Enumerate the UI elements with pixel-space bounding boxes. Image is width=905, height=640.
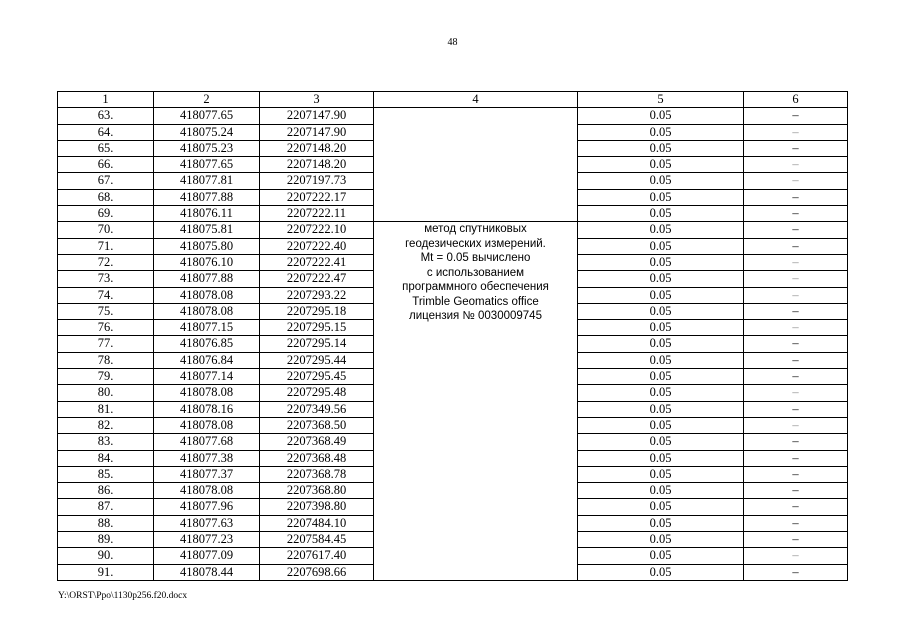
y-coordinate-cell: 2207295.18 xyxy=(260,303,374,319)
mt-cell: 0.05 xyxy=(578,352,744,368)
x-coordinate-cell: 418077.09 xyxy=(154,548,260,564)
mt-cell: 0.05 xyxy=(578,466,744,482)
point-number-cell: 84. xyxy=(58,450,154,466)
col6-dash-cell: – xyxy=(744,303,848,319)
mt-cell: 0.05 xyxy=(578,369,744,385)
x-coordinate-cell: 418078.08 xyxy=(154,303,260,319)
header-col-6: 6 xyxy=(744,92,848,108)
x-coordinate-cell: 418077.23 xyxy=(154,532,260,548)
col6-dash-cell: – xyxy=(744,320,848,336)
point-number-cell: 85. xyxy=(58,466,154,482)
col6-dash-cell: – xyxy=(744,238,848,254)
point-number-cell: 79. xyxy=(58,369,154,385)
y-coordinate-cell: 2207222.17 xyxy=(260,189,374,205)
col6-dash-cell: – xyxy=(744,369,848,385)
header-col-4: 4 xyxy=(374,92,578,108)
mt-cell: 0.05 xyxy=(578,434,744,450)
y-coordinate-cell: 2207295.45 xyxy=(260,369,374,385)
y-coordinate-cell: 2207295.15 xyxy=(260,320,374,336)
x-coordinate-cell: 418077.14 xyxy=(154,369,260,385)
point-number-cell: 86. xyxy=(58,483,154,499)
x-coordinate-cell: 418078.16 xyxy=(154,401,260,417)
mt-cell: 0.05 xyxy=(578,515,744,531)
mt-cell: 0.05 xyxy=(578,385,744,401)
col6-dash-cell: – xyxy=(744,434,848,450)
y-coordinate-cell: 2207148.20 xyxy=(260,157,374,173)
point-number-cell: 81. xyxy=(58,401,154,417)
x-coordinate-cell: 418078.08 xyxy=(154,385,260,401)
mt-cell: 0.05 xyxy=(578,254,744,270)
y-coordinate-cell: 2207368.78 xyxy=(260,466,374,482)
col6-dash-cell: – xyxy=(744,352,848,368)
header-col-3: 3 xyxy=(260,92,374,108)
x-coordinate-cell: 418075.23 xyxy=(154,140,260,156)
y-coordinate-cell: 2207698.66 xyxy=(260,564,374,580)
mt-cell: 0.05 xyxy=(578,124,744,140)
table-row xyxy=(58,222,848,238)
col6-dash-cell: – xyxy=(744,124,848,140)
mt-cell: 0.05 xyxy=(578,271,744,287)
y-coordinate-cell: 2207147.90 xyxy=(260,108,374,124)
x-coordinate-cell: 418077.37 xyxy=(154,466,260,482)
col6-dash-cell: – xyxy=(744,483,848,499)
point-number-cell: 83. xyxy=(58,434,154,450)
x-coordinate-cell: 418078.08 xyxy=(154,417,260,433)
mt-cell: 0.05 xyxy=(578,320,744,336)
mt-cell: 0.05 xyxy=(578,287,744,303)
x-coordinate-cell: 418077.15 xyxy=(154,320,260,336)
mt-cell: 0.05 xyxy=(578,157,744,173)
mt-cell: 0.05 xyxy=(578,238,744,254)
method-text-line: метод спутниковых xyxy=(424,223,527,236)
y-coordinate-cell: 2207222.11 xyxy=(260,206,374,222)
col6-dash-cell: – xyxy=(744,254,848,270)
point-number-cell: 77. xyxy=(58,336,154,352)
y-coordinate-cell: 2207222.40 xyxy=(260,238,374,254)
mt-cell: 0.05 xyxy=(578,336,744,352)
method-text-line: геодезических измерений. xyxy=(405,237,546,250)
col6-dash-cell: – xyxy=(744,450,848,466)
point-number-cell: 87. xyxy=(58,499,154,515)
mt-cell: 0.05 xyxy=(578,417,744,433)
col6-dash-cell: – xyxy=(744,206,848,222)
mt-cell: 0.05 xyxy=(578,548,744,564)
y-coordinate-cell: 2207222.10 xyxy=(260,222,374,238)
point-number-cell: 64. xyxy=(58,124,154,140)
table-row xyxy=(58,108,848,124)
x-coordinate-cell: 418077.65 xyxy=(154,108,260,124)
mt-cell: 0.05 xyxy=(578,206,744,222)
col6-dash-cell: – xyxy=(744,222,848,238)
x-coordinate-cell: 418077.88 xyxy=(154,271,260,287)
x-coordinate-cell: 418078.08 xyxy=(154,287,260,303)
point-number-cell: 88. xyxy=(58,515,154,531)
col6-dash-cell: – xyxy=(744,564,848,580)
method-empty-cell xyxy=(374,108,578,222)
y-coordinate-cell: 2207293.22 xyxy=(260,287,374,303)
method-text-line: Trimble Geomatics office xyxy=(412,295,539,308)
x-coordinate-cell: 418077.65 xyxy=(154,157,260,173)
col6-dash-cell: – xyxy=(744,417,848,433)
header-col-5: 5 xyxy=(578,92,744,108)
coordinates-table xyxy=(57,91,848,581)
mt-cell: 0.05 xyxy=(578,450,744,466)
col6-dash-cell: – xyxy=(744,336,848,352)
mt-cell: 0.05 xyxy=(578,173,744,189)
point-number-cell: 74. xyxy=(58,287,154,303)
x-coordinate-cell: 418075.24 xyxy=(154,124,260,140)
point-number-cell: 82. xyxy=(58,417,154,433)
method-description-cell xyxy=(374,222,578,581)
y-coordinate-cell: 2207398.80 xyxy=(260,499,374,515)
point-number-cell: 78. xyxy=(58,352,154,368)
col6-dash-cell: – xyxy=(744,499,848,515)
y-coordinate-cell: 2207148.20 xyxy=(260,140,374,156)
col6-dash-cell: – xyxy=(744,173,848,189)
x-coordinate-cell: 418077.68 xyxy=(154,434,260,450)
point-number-cell: 72. xyxy=(58,254,154,270)
point-number-cell: 89. xyxy=(58,532,154,548)
col6-dash-cell: – xyxy=(744,515,848,531)
y-coordinate-cell: 2207295.44 xyxy=(260,352,374,368)
header-col-2: 2 xyxy=(154,92,260,108)
x-coordinate-cell: 418077.81 xyxy=(154,173,260,189)
point-number-cell: 68. xyxy=(58,189,154,205)
x-coordinate-cell: 418076.85 xyxy=(154,336,260,352)
point-number-cell: 67. xyxy=(58,173,154,189)
mt-cell: 0.05 xyxy=(578,499,744,515)
col6-dash-cell: – xyxy=(744,108,848,124)
mt-cell: 0.05 xyxy=(578,140,744,156)
method-text-line: программного обеспечения xyxy=(402,281,549,294)
col6-dash-cell: – xyxy=(744,189,848,205)
x-coordinate-cell: 418076.11 xyxy=(154,206,260,222)
mt-cell: 0.05 xyxy=(578,401,744,417)
x-coordinate-cell: 418077.88 xyxy=(154,189,260,205)
mt-cell: 0.05 xyxy=(578,189,744,205)
y-coordinate-cell: 2207584.45 xyxy=(260,532,374,548)
x-coordinate-cell: 418076.10 xyxy=(154,254,260,270)
y-coordinate-cell: 2207349.56 xyxy=(260,401,374,417)
y-coordinate-cell: 2207617.40 xyxy=(260,548,374,564)
col6-dash-cell: – xyxy=(744,157,848,173)
point-number-cell: 75. xyxy=(58,303,154,319)
col6-dash-cell: – xyxy=(744,548,848,564)
mt-cell: 0.05 xyxy=(578,483,744,499)
y-coordinate-cell: 2207295.48 xyxy=(260,385,374,401)
col6-dash-cell: – xyxy=(744,466,848,482)
point-number-cell: 91. xyxy=(58,564,154,580)
y-coordinate-cell: 2207368.49 xyxy=(260,434,374,450)
point-number-cell: 69. xyxy=(58,206,154,222)
point-number-cell: 65. xyxy=(58,140,154,156)
method-text-line: Mt = 0.05 вычислено xyxy=(420,252,531,265)
y-coordinate-cell: 2207368.80 xyxy=(260,483,374,499)
y-coordinate-cell: 2207295.14 xyxy=(260,336,374,352)
method-text-line: с использованием xyxy=(426,266,525,279)
y-coordinate-cell: 2207222.47 xyxy=(260,271,374,287)
col6-dash-cell: – xyxy=(744,140,848,156)
point-number-cell: 80. xyxy=(58,385,154,401)
y-coordinate-cell: 2207368.48 xyxy=(260,450,374,466)
mt-cell: 0.05 xyxy=(578,108,744,124)
point-number-cell: 63. xyxy=(58,108,154,124)
point-number-cell: 73. xyxy=(58,271,154,287)
mt-cell: 0.05 xyxy=(578,222,744,238)
x-coordinate-cell: 418078.08 xyxy=(154,483,260,499)
x-coordinate-cell: 418076.84 xyxy=(154,352,260,368)
y-coordinate-cell: 2207484.10 xyxy=(260,515,374,531)
y-coordinate-cell: 2207147.90 xyxy=(260,124,374,140)
point-number-cell: 90. xyxy=(58,548,154,564)
mt-cell: 0.05 xyxy=(578,532,744,548)
x-coordinate-cell: 418075.80 xyxy=(154,238,260,254)
point-number-cell: 76. xyxy=(58,320,154,336)
mt-cell: 0.05 xyxy=(578,303,744,319)
point-number-cell: 70. xyxy=(58,222,154,238)
point-number-cell: 71. xyxy=(58,238,154,254)
col6-dash-cell: – xyxy=(744,385,848,401)
col6-dash-cell: – xyxy=(744,271,848,287)
x-coordinate-cell: 418075.81 xyxy=(154,222,260,238)
y-coordinate-cell: 2207222.41 xyxy=(260,254,374,270)
x-coordinate-cell: 418077.38 xyxy=(154,450,260,466)
table-header-row xyxy=(58,92,848,108)
col6-dash-cell: – xyxy=(744,287,848,303)
mt-cell: 0.05 xyxy=(578,564,744,580)
page-number: 48 xyxy=(447,37,458,48)
col6-dash-cell: – xyxy=(744,401,848,417)
x-coordinate-cell: 418077.63 xyxy=(154,515,260,531)
col6-dash-cell: – xyxy=(744,532,848,548)
x-coordinate-cell: 418078.44 xyxy=(154,564,260,580)
y-coordinate-cell: 2207368.50 xyxy=(260,417,374,433)
header-col-1: 1 xyxy=(58,92,154,108)
method-text-line: лицензия № 0030009745 xyxy=(409,310,542,323)
file-path-footer: Y:\ORST\Ppo\1130p256.f20.docx xyxy=(58,591,188,601)
point-number-cell: 66. xyxy=(58,157,154,173)
y-coordinate-cell: 2207197.73 xyxy=(260,173,374,189)
x-coordinate-cell: 418077.96 xyxy=(154,499,260,515)
